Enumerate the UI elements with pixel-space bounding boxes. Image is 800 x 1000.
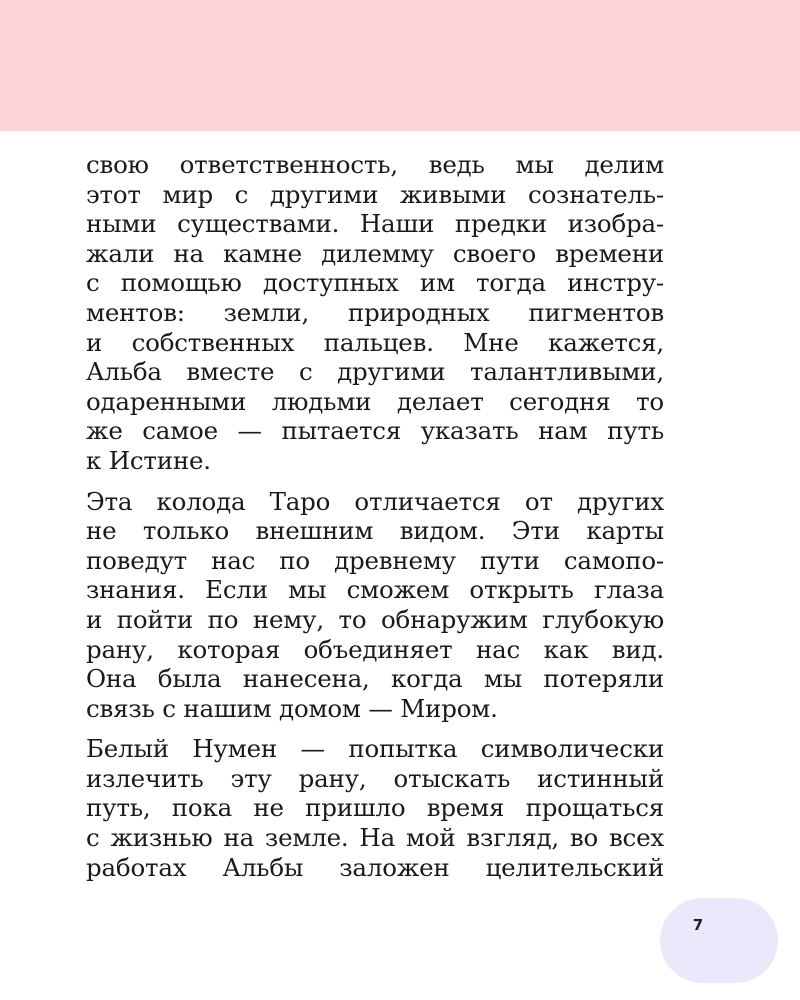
text-line: Эта колода Таро отличается от других xyxy=(86,486,664,516)
text-line: поведут нас по древнему пути самопо- xyxy=(86,545,664,575)
text-line: связь с нашим домом — Миром. xyxy=(86,693,498,723)
text-line: с жизнью на земле. На мой взгляд, во всех xyxy=(86,823,664,853)
text-line: ными существами. Наши предки изобра- xyxy=(86,209,664,239)
paragraph-2 xyxy=(86,487,664,724)
text-line: этот мир с другими живыми сознатель- xyxy=(86,179,664,209)
text-line: путь, пока не пришло время прощаться xyxy=(86,793,664,823)
page-number-badge xyxy=(660,898,778,983)
text-line: Альба вместе с другими талантливыми, xyxy=(86,357,664,387)
text-line: и собственных пальцев. Мне кажется, xyxy=(86,327,664,357)
text-line: одаренными людьми делает сегодня то xyxy=(86,386,664,416)
paragraph-3 xyxy=(86,734,664,882)
paragraph-1 xyxy=(86,150,664,476)
text-line: жали на камне дилемму своего времени xyxy=(86,238,664,268)
text-line: Она была нанесена, когда мы потеряли xyxy=(86,664,664,694)
text-line: ментов: земли, природных пигментов xyxy=(86,297,664,327)
text-line: излечить эту рану, отыскать истинный xyxy=(86,763,664,793)
text-line: работах Альбы заложен целительский xyxy=(86,852,664,882)
text-line: Белый Нумен — попытка символически xyxy=(86,734,664,764)
page-number: 7 xyxy=(692,916,704,934)
text-line: же самое — пытается указать нам путь xyxy=(86,416,664,446)
text-line: знания. Если мы сможем открыть глаза xyxy=(86,575,664,605)
text-line: и пойти по нему, то обнаружим глубокую xyxy=(86,604,664,634)
page-body xyxy=(86,150,664,893)
text-line: свою ответственность, ведь мы делим xyxy=(86,150,664,179)
top-color-band xyxy=(0,0,800,131)
text-line: с помощью доступных им тогда инстру- xyxy=(86,268,664,298)
text-line: к Истине. xyxy=(86,445,211,475)
text-line: рану, которая объединяет нас как вид. xyxy=(86,634,664,664)
text-line: не только внешним видом. Эти карты xyxy=(86,516,664,546)
